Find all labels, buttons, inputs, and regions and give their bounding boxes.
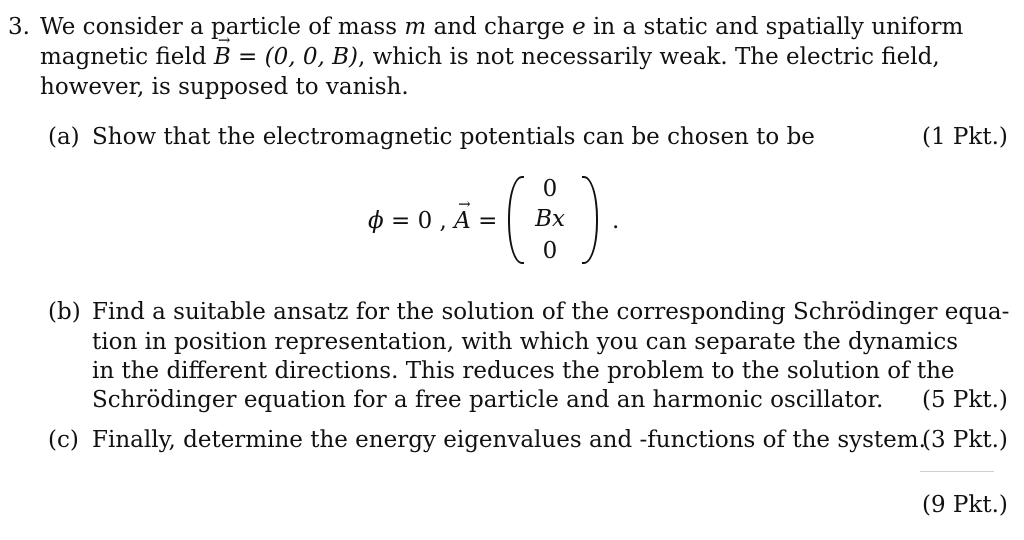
intro-text: magnetic field (40, 44, 214, 70)
part-a-label: (a) (48, 124, 80, 150)
equals-sign: = (230, 44, 265, 70)
part-b-line-1: Find a suitable ansatz for the solution of the corresponding Schrödinger equa- (92, 299, 1010, 325)
vector-component-bottom: 0 (542, 238, 558, 264)
part-b-points: (5 Pkt.) (922, 387, 1008, 413)
part-b-label: (b) (48, 299, 81, 325)
part-a-text: Show that the electromagnetic potentials can be chosen to be (92, 124, 815, 150)
intro-line-3: however, is supposed to vanish. (40, 74, 409, 100)
part-b-line-4: Schrödinger equation for a free particle and an harmonic oscillator. (92, 387, 884, 413)
vector-component-top: 0 (542, 176, 558, 202)
potential-formula (368, 206, 497, 236)
part-c-points: (3 Pkt.) (922, 427, 1008, 453)
problem-number: 3. (8, 14, 30, 40)
intro-text: in a static and spatially uniform (585, 14, 964, 40)
part-b-line-2: tion in position representation, with which you can separate the dynamics (92, 329, 959, 355)
a-equals: = (470, 208, 498, 234)
charge-symbol: e (572, 14, 586, 40)
part-b-line-3: in the different directions. This reduces the problem to the solution of the (92, 358, 955, 384)
intro-text: We consider a particle of mass (40, 14, 405, 40)
intro-text: and charge (426, 14, 573, 40)
vector-component-mid: Bx (535, 206, 565, 232)
right-paren (582, 176, 598, 264)
intro-line-1 (40, 12, 963, 42)
magnetic-field-vector: → B (214, 42, 231, 72)
total-points: (9 Pkt.) (922, 492, 1008, 518)
field-value: (0, 0, B) (264, 44, 358, 70)
formula-period: . (612, 208, 620, 234)
part-c-label: (c) (48, 427, 79, 453)
intro-text: , which is not necessarily weak. The electric field, (357, 44, 940, 70)
part-a-points: (1 Pkt.) (922, 124, 1008, 150)
phi-equals: = 0 , (383, 208, 455, 234)
mass-symbol: m (404, 14, 427, 40)
part-c-text: Finally, determine the energy eigenvalues and -functions of the system. (92, 427, 926, 453)
intro-line-2 (40, 42, 940, 72)
vector-potential-symbol: → A (454, 206, 471, 236)
points-divider (920, 471, 994, 472)
phi-symbol: ϕ (368, 208, 384, 234)
